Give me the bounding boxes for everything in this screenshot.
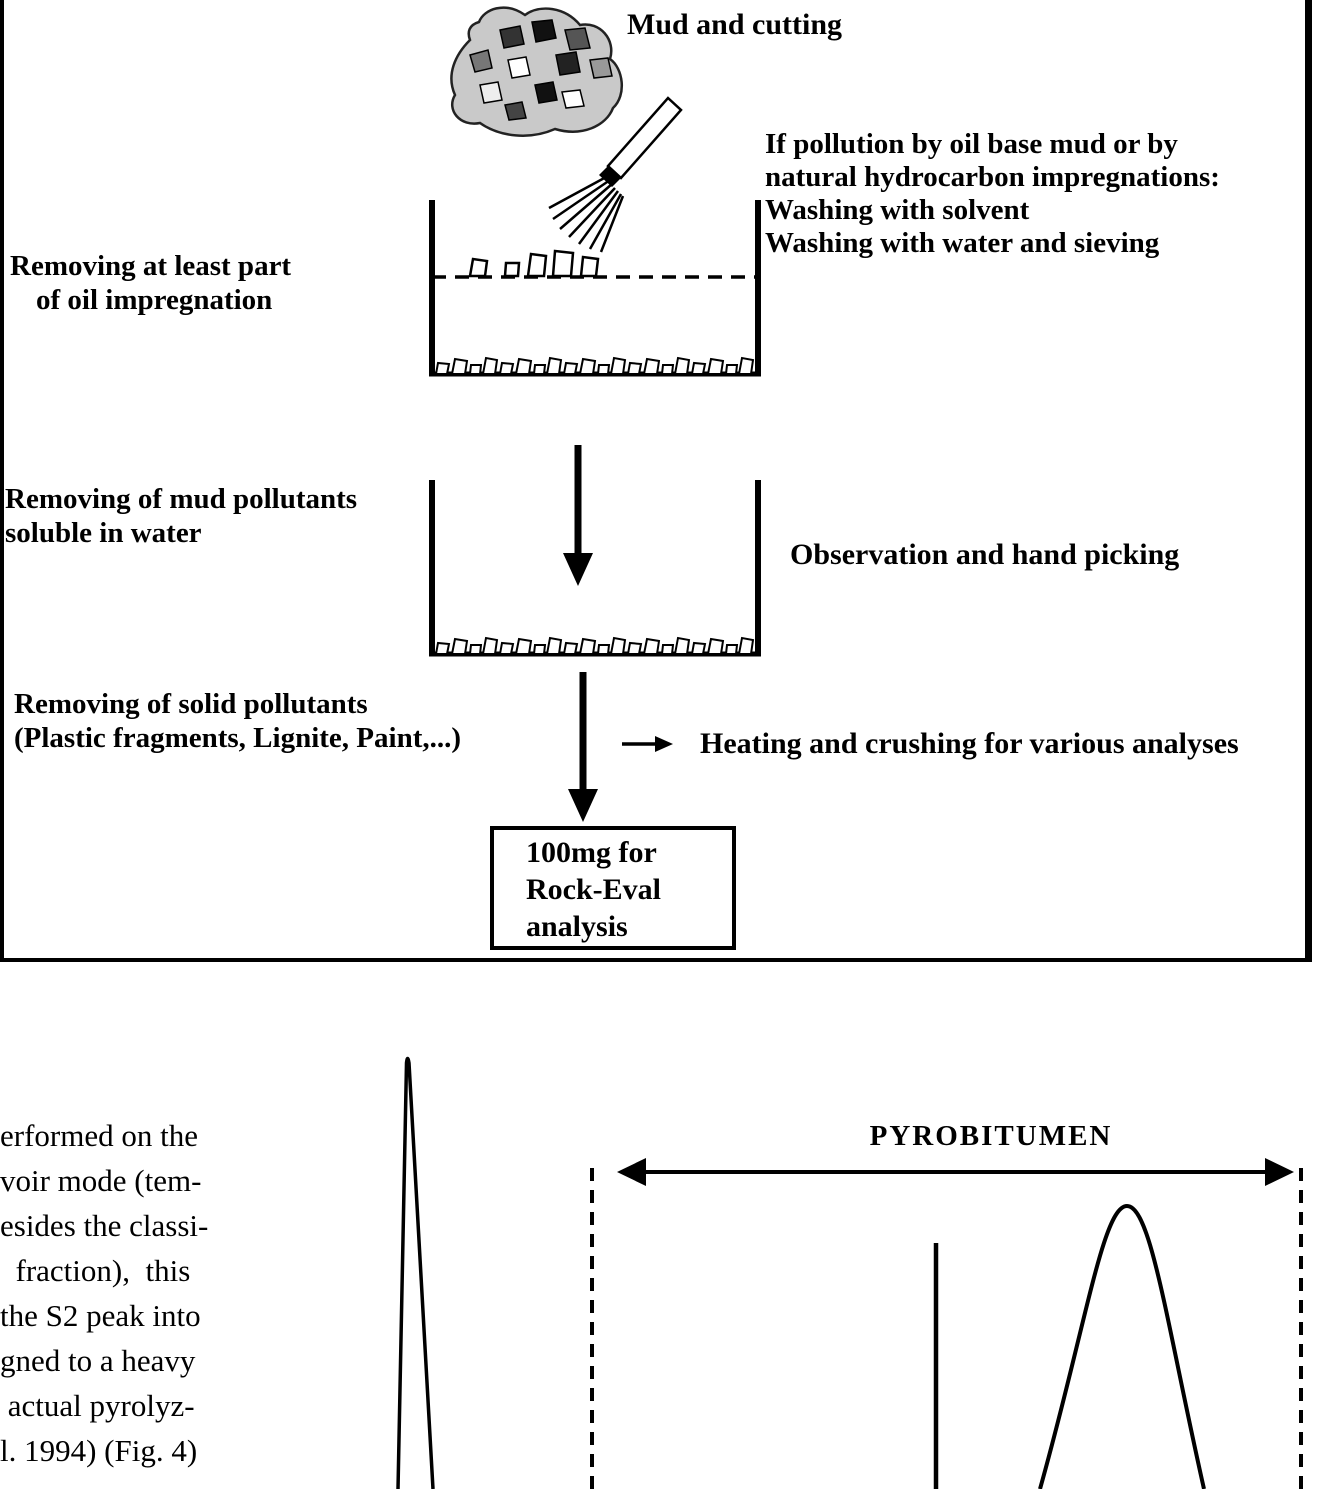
- body-text-line: erformed on the: [0, 1118, 198, 1153]
- observation-label: Observation and hand picking: [790, 538, 1180, 571]
- s2-bell-peak: [1040, 1206, 1204, 1489]
- step1-label-line2: of oil impregnation: [36, 284, 273, 316]
- pyrogram-chart: [398, 1059, 1301, 1489]
- rock-eval-box: [490, 826, 736, 950]
- body-text-line: gned to a heavy: [0, 1343, 196, 1378]
- rock-eval-box-line: analysis: [526, 910, 628, 943]
- container-1: [429, 200, 761, 376]
- step2-label-line1: Removing of mud pollutants: [5, 483, 358, 515]
- heating-label: Heating and crushing for various analyses: [700, 727, 1239, 760]
- right-arrow-icon: [622, 736, 673, 752]
- body-text-line: fraction), this: [0, 1253, 191, 1288]
- pyrobitumen-range-arrow: [617, 1158, 1294, 1186]
- step2-label-line2: soluble in water: [5, 517, 202, 549]
- body-text-line: actual pyrolyz-: [0, 1388, 195, 1423]
- s1-spike-peak: [398, 1059, 433, 1489]
- container-2: [429, 480, 761, 656]
- mud-cuttings-illustration: [451, 8, 621, 136]
- body-text-line: l. 1994) (Fig. 4): [0, 1433, 198, 1468]
- pyrobitumen-label: PYROBITUMEN: [869, 1120, 1113, 1152]
- step1-label-line1: Removing at least part: [10, 250, 292, 282]
- body-text-line: voir mode (tem-: [0, 1163, 202, 1198]
- pollution-note-line: Washing with solvent: [765, 194, 1030, 226]
- body-text-line: esides the classi-: [0, 1208, 209, 1243]
- pollution-note-line: natural hydrocarbon impregnations:: [765, 161, 1220, 193]
- rock-eval-box-line: 100mg for: [526, 836, 657, 869]
- step3-label-line1: Removing of solid pollutants: [14, 688, 368, 720]
- floating-fragments: [470, 251, 598, 276]
- pollution-note-block: [765, 128, 1220, 260]
- down-arrow-2: [568, 672, 598, 822]
- pollution-note-line: Washing with water and sieving: [765, 227, 1160, 259]
- step3-label-line2: (Plastic fragments, Lignite, Paint,...): [14, 722, 462, 754]
- mud-and-cutting-label: Mud and cutting: [627, 8, 843, 41]
- down-arrow-1: [563, 445, 593, 586]
- rock-eval-box-line: Rock-Eval: [526, 873, 661, 906]
- body-text-line: the S2 peak into: [0, 1298, 201, 1333]
- pollution-note-line: If pollution by oil base mud or by: [765, 128, 1178, 160]
